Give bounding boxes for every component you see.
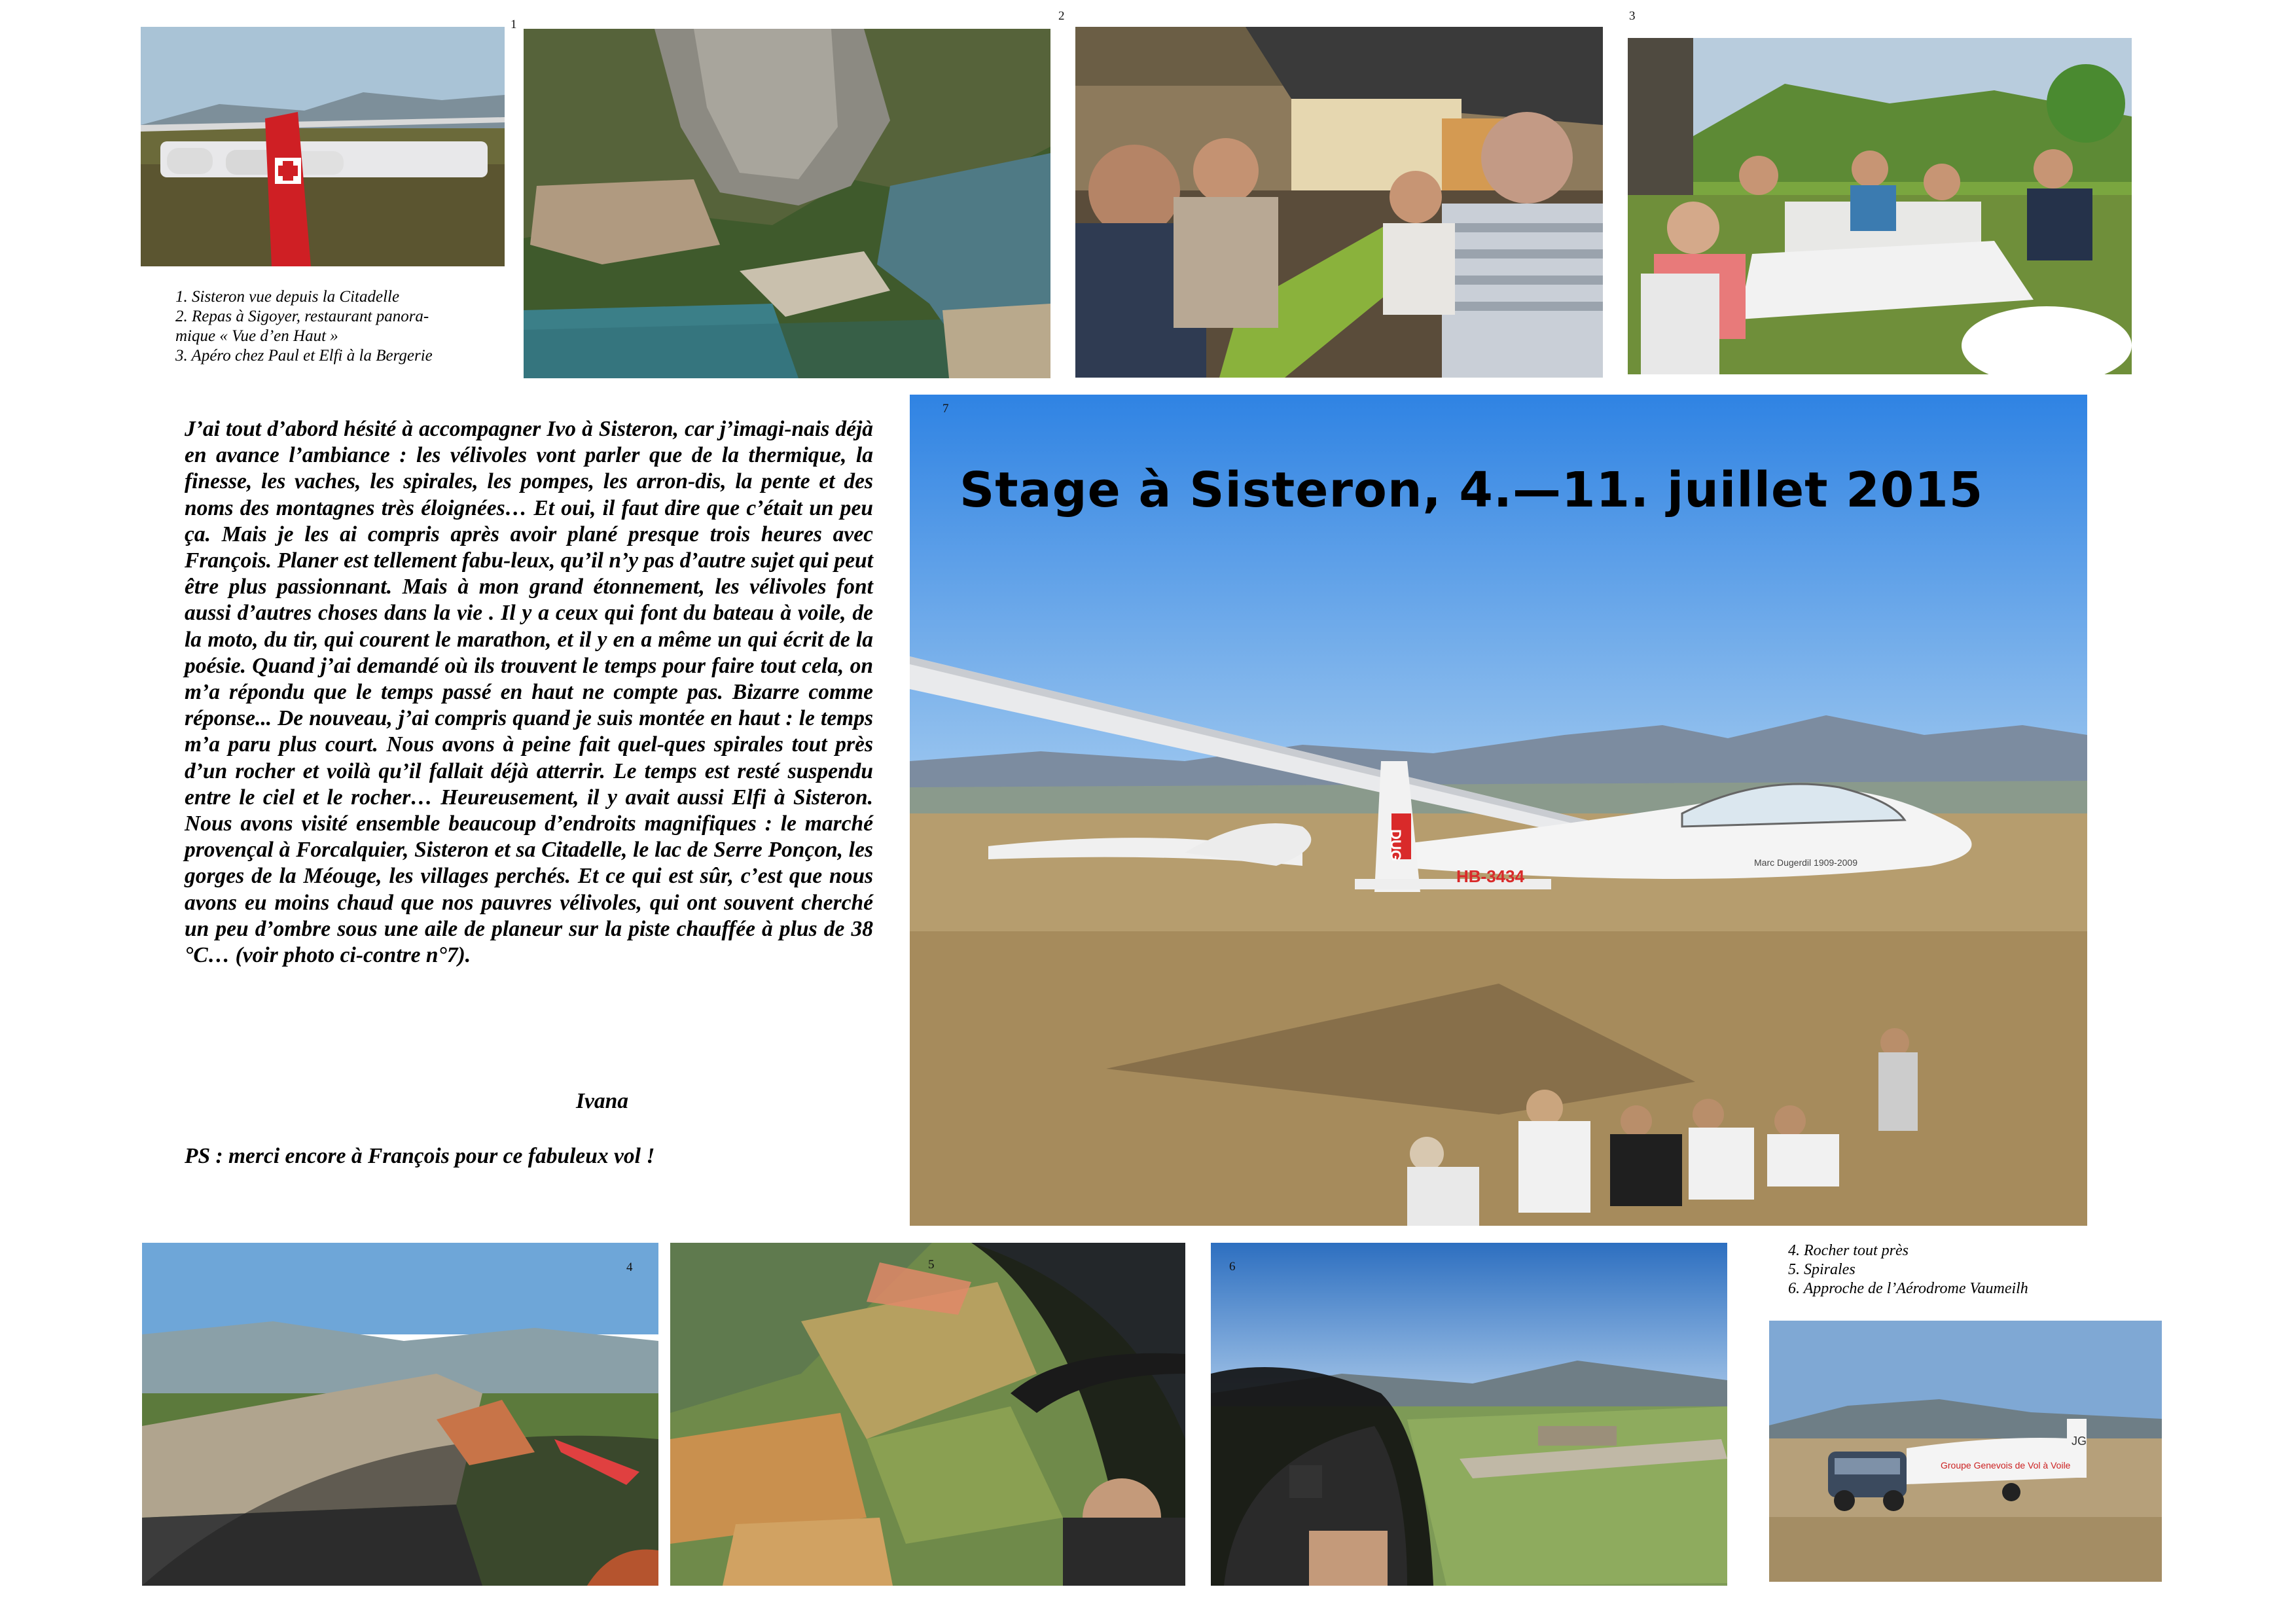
- caption-line-1: 1. Sisteron vue depuis la Citadelle: [175, 288, 400, 306]
- photo-planeurs-piste: [910, 395, 2087, 1226]
- photo-glider-tail: [141, 27, 505, 266]
- glider-registration: HB-3434: [1456, 866, 1525, 886]
- photo-number-5: 5: [928, 1258, 935, 1272]
- glider-fin-code: DUG: [1388, 829, 1404, 861]
- article-paragraph: J’ai tout d’abord hésité à accompagner Ivo à Sisteron, car j’imagi-nais déjà en avance l’ambiance : les vélivoles vont parler que de la thermique, la finesse, les vaches, les spirales, les pompes, les arron-dis, la pente et des noms des montagnes très éloignées… Et oui, il faut dire que c’était un peu ça. Mais je les ai compris après avoir plané presque trois heures avec François. Planer est tellement fabu-leux, qu’il n’y pas d’autre sujet qui peut être plus passionnant. Mais à mon grand étonnement, les vélivoles font aussi d’autres choses dans la vie . Il y a ceux qui font du bateau à voile, de la moto, du tir, qui courent le marathon, et il y en a même un qui écrit de la poésie. Quand j’ai demandé où ils trouvent le temps pour faire tout cela, on m’a répondu que le temps passé en haut ne compte pas. Bizarre comme réponse... De nouveau, j’ai compris quand je suis montée en haut : le temps m’a paru plus court. Nous avons à peine fait quel-ques spirales tout près d’un rocher et voilà qu’il fallait déjà atterrir. Le temps est resté suspendu entre le ciel et le rocher… Heureusement, il y avait aussi Elfi à Sisteron. Nous avons visité ensemble beaucoup d’endroits magnifiques : le marché provençal à Forcalquier, Sisteron et sa Citadelle, le lac de Serre Ponçon, les gorges de la Méouge, les villages perchés. Et ce qui est sûr, c’est que nous avons eu moins chaud que nos pauvres vélivoles, qui ont souvent cherché un peu d’ombre sous une aile de planeur sur la piste chauffée à plus de 38 °C… (voir photo ci-contre n°7).: [185, 417, 873, 968]
- photo-repas-sigoyer: [1075, 27, 1603, 378]
- photo-number-6: 6: [1229, 1260, 1236, 1274]
- caption-line-6: 6. Approche de l’Aérodrome Vaumeilh: [1788, 1280, 2028, 1297]
- captions-bottom: [1788, 1241, 2028, 1298]
- article-signature: Ivana: [576, 1089, 629, 1113]
- photo-number-7: 7: [942, 402, 949, 416]
- photo-spirales: [670, 1243, 1185, 1586]
- photo-number-1: 1: [511, 18, 517, 31]
- glider-memorial-text: Marc Dugerdil 1909-2009: [1754, 857, 1857, 868]
- caption-line-4: 4. Rocher tout près: [1788, 1242, 1909, 1259]
- article-body: [185, 416, 873, 969]
- photo-apero-bergerie: [1628, 38, 2132, 374]
- photo-remorque-planeur: [1769, 1321, 2162, 1582]
- photo-number-4: 4: [626, 1260, 633, 1274]
- trailer-text: Groupe Genevois de Vol à Voile: [1941, 1460, 2071, 1471]
- photo-rocher-tout-pres: [142, 1243, 658, 1586]
- page-title: Stage à Sisteron, 4.—11. juillet 2015: [960, 462, 1984, 518]
- captions-top: [175, 287, 433, 366]
- photo-approche-aerodrome: [1211, 1243, 1727, 1586]
- article-postscript: PS : merci encore à François pour ce fabuleux vol !: [185, 1144, 655, 1168]
- caption-line-4: 3. Apéro chez Paul et Elfi à la Bergerie: [175, 347, 433, 365]
- photo-number-3: 3: [1629, 9, 1636, 23]
- photo-number-2: 2: [1058, 9, 1065, 23]
- caption-line-3: mique « Vue d’en Haut »: [175, 327, 338, 345]
- caption-line-5: 5. Spirales: [1788, 1261, 1856, 1278]
- photo-sisteron-citadelle: [524, 29, 1050, 378]
- trailer-code: JG: [2072, 1435, 2087, 1448]
- caption-line-2: 2. Repas à Sigoyer, restaurant panora-: [175, 308, 429, 325]
